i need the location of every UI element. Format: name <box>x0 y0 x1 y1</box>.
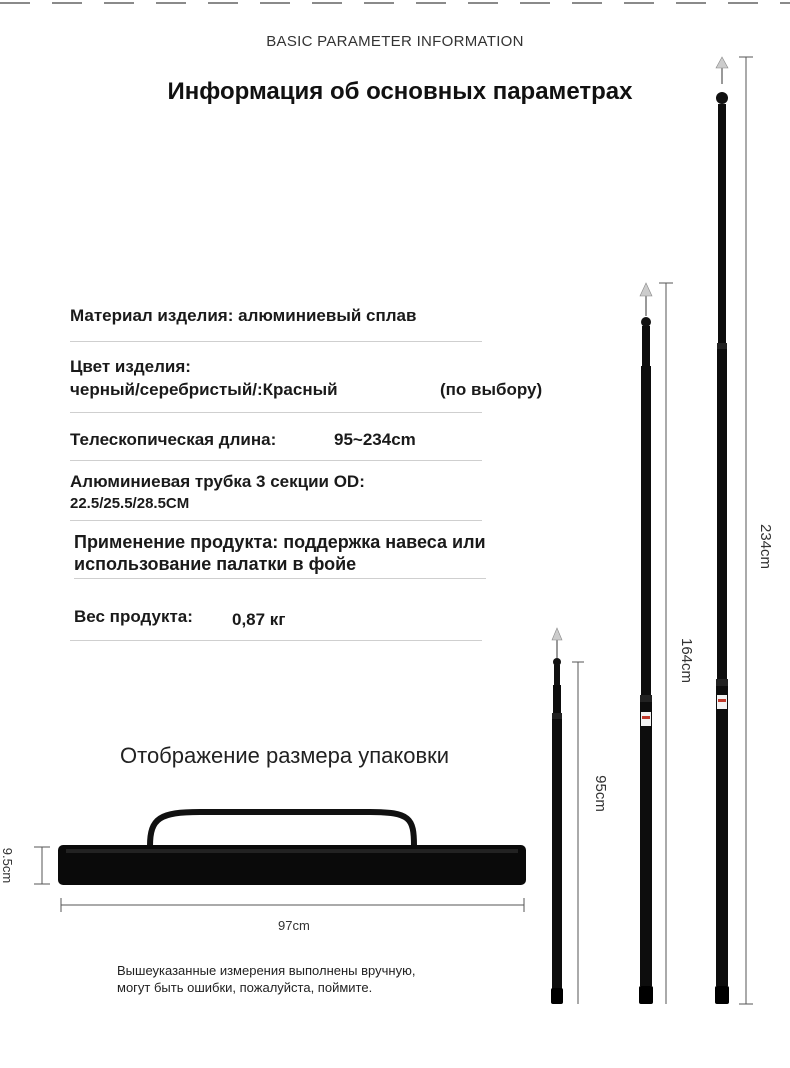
pole-tall-length-label: 234cm <box>757 523 775 570</box>
spec-weight-value: 0,87 кг <box>232 610 286 629</box>
spec-usage-line2: использование палатки в фойе <box>74 554 357 574</box>
header-title-en: BASIC PARAMETER INFORMATION <box>266 33 524 50</box>
spec-usage-line1: Применение продукта: поддержка навеса или <box>74 532 486 552</box>
pole-middle-dimension <box>659 283 673 1004</box>
pole-middle-image <box>639 283 653 1004</box>
header-title-ru: Информация об основных параметрах <box>167 78 633 105</box>
spec-tube-line2: 22.5/25.5/28.5CM <box>70 495 190 512</box>
bag-width-dimension <box>61 898 524 912</box>
bag-height-label: 9.5cm <box>0 847 16 884</box>
pole-tall-dimension <box>739 57 753 1004</box>
pole-short-image <box>551 628 563 1004</box>
spec-length-label: Телескопическая длина: <box>70 430 277 449</box>
pole-short-dimension <box>572 662 584 1004</box>
measurement-note-line2: могут быть ошибки, пожалуйста, поймите. <box>117 980 373 995</box>
package-title: Отображение размера упаковки <box>120 743 450 768</box>
pole-middle-length-label: 164cm <box>678 637 696 684</box>
carry-bag-image <box>58 812 526 885</box>
spec-weight-label: Вес продукта: <box>74 607 193 626</box>
spec-tube-line1: Алюминиевая трубка 3 секции OD: <box>70 472 365 491</box>
spec-color-value: черный/серебристый/:Красный <box>70 380 338 399</box>
spec-color-option: (по выбору) <box>440 380 543 399</box>
pole-tall-image <box>715 57 729 1004</box>
measurement-note-line1: Вышеуказанные измерения выполнены вручную, <box>117 963 416 978</box>
bag-height-dimension <box>34 847 50 884</box>
spec-length-value: 95~234cm <box>334 430 416 449</box>
measurement-note <box>117 962 415 996</box>
spec-color-label: Цвет изделия: <box>70 357 191 376</box>
spec-material: Материал изделия: алюминиевый сплав <box>70 306 417 325</box>
pole-short-length-label: 95cm <box>591 775 609 812</box>
bag-width-label: 97cm <box>278 918 310 933</box>
